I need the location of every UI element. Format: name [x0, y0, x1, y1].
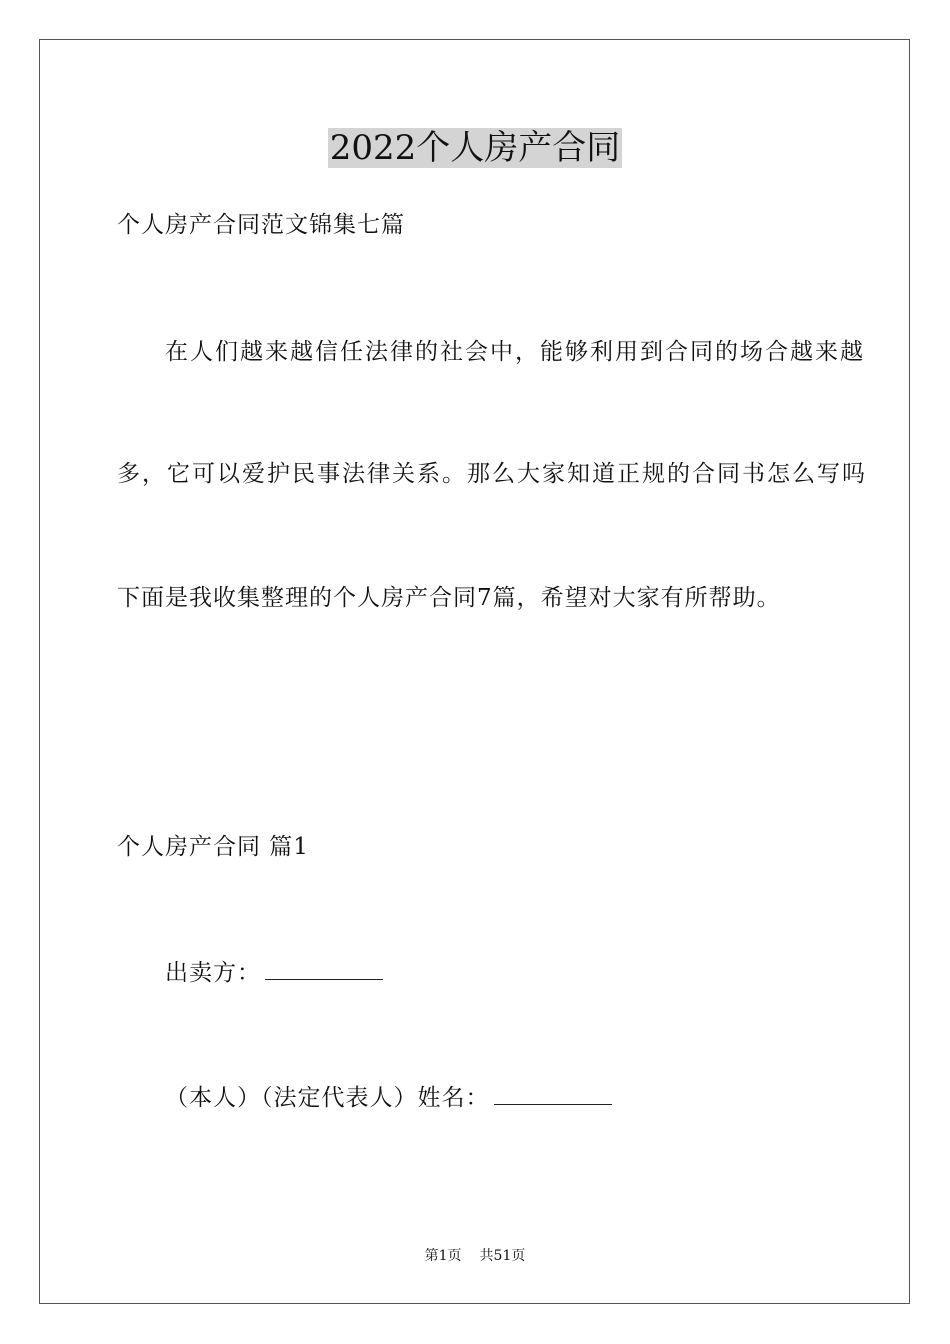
name-field [165, 1082, 612, 1113]
page-footer [0, 1247, 950, 1265]
page-current: 第1页 [424, 1248, 462, 1264]
section-heading: 个人房产合同 篇1 [117, 834, 309, 860]
intro-paragraph-line-2: 多，它可以爱护民事法律关系。那么大家知道正规的合同书怎么写吗 [117, 461, 867, 487]
document-title-text: 2022个人房产合同 [329, 128, 621, 168]
intro-paragraph-line-1: 在人们越来越信任法律的社会中，能够利用到合同的场合越来越 [165, 339, 865, 365]
page-total: 共51页 [479, 1248, 526, 1264]
document-title [0, 128, 950, 168]
name-label: （本人）（法定代表人）姓名： [165, 1085, 490, 1111]
seller-field [165, 957, 383, 988]
intro-paragraph-line-3: 下面是我收集整理的个人房产合同7篇，希望对大家有所帮助。 [117, 585, 781, 611]
document-subtitle: 个人房产合同范文锦集七篇 [117, 212, 405, 238]
seller-blank-line [265, 957, 383, 980]
seller-label: 出卖方： [165, 960, 261, 986]
name-blank-line [494, 1082, 612, 1105]
